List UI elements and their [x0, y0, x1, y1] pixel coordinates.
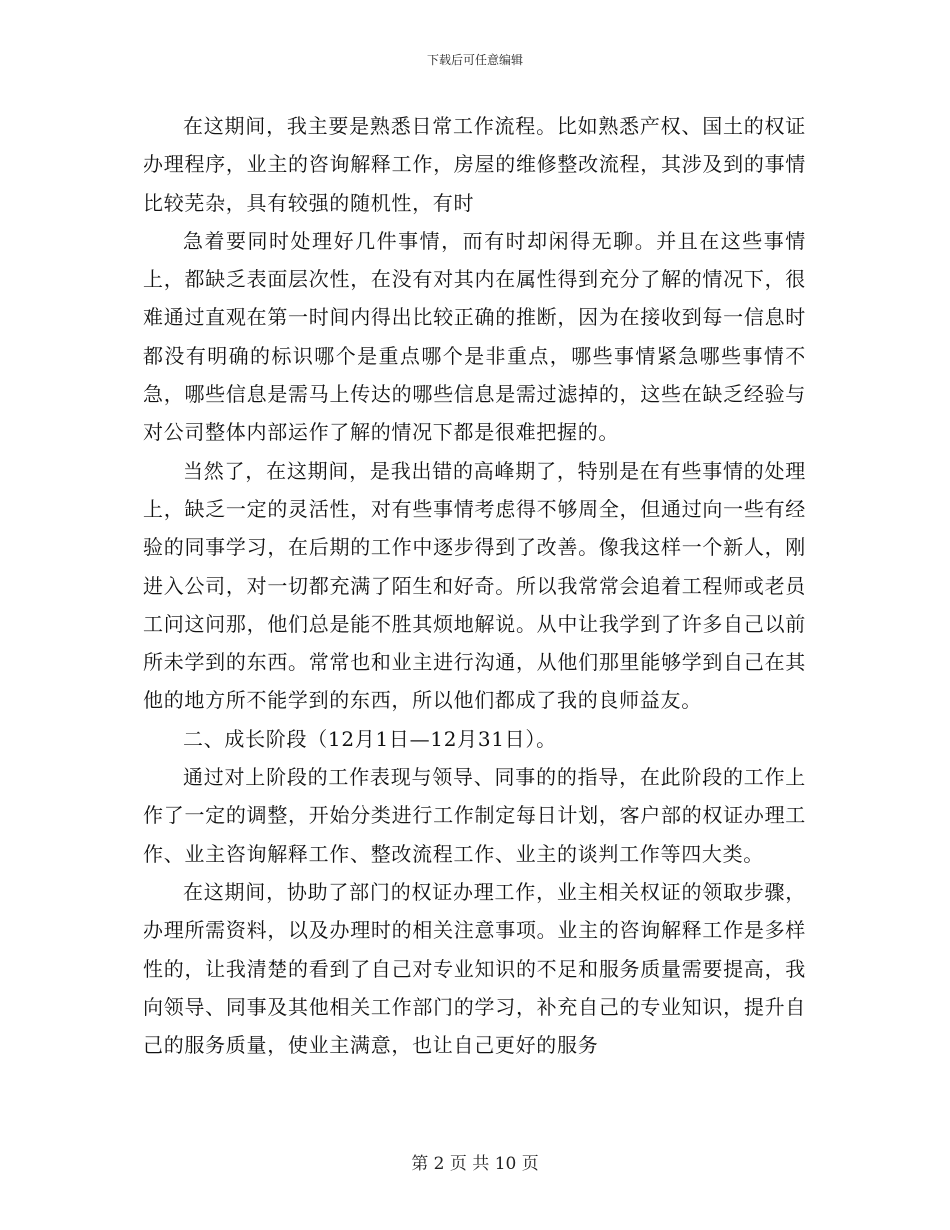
document-body [143, 107, 806, 1064]
paragraph: 在这期间，协助了部门的权证办理工作，业主相关权证的领取步骤，办理所需资料，以及办理时的相关注意事项。业主的咨询解释工作是多样性的，让我清楚的看到了自己对专业知识的不足和服务质量需要提高，我向领导、同事及其他相关工作部门的学习，补充自己的专业知识，提升自己的服务质量，使业主满意，也让自己更好的服务 [143, 879, 806, 1058]
paragraph: 通过对上阶段的工作表现与领导、同事的的指导，在此阶段的工作上作了一定的调整，开始分类进行工作制定每日计划，客户部的权证办理工作、业主咨询解释工作、整改流程工作、业主的谈判工作等四大类。 [143, 765, 806, 866]
paragraph: 在这期间，我主要是熟悉日常工作流程。比如熟悉产权、国土的权证办理程序，业主的咨询解释工作，房屋的维修整改流程，其涉及到的事情比较芜杂，具有较强的随机性，有时 [143, 114, 806, 215]
page-header: 下载后可任意编辑 [426, 53, 523, 67]
section-heading: 二、成长阶段（12月1日—12月31日）。 [183, 726, 557, 751]
paragraph: 当然了，在这期间，是我出错的高峰期了，特别是在有些事情的处理上，缺乏一定的灵活性，对有些事情考虑得不够周全，但通过向一些有经验的同事学习，在后期的工作中逐步得到了改善。像我这样一个新人，刚进入公司，对一切都充满了陌生和好奇。所以我常常会追着工程师或老员工问这问那，他们总是能不胜其烦地解说。从中让我学到了许多自己以前所未学到的东西。常常也和业主进行沟通，从他们那里能够学到自己在其他的地方所不能学到的东西，所以他们都成了我的良师益友。 [143, 458, 806, 713]
page-footer: 第 2 页 共 10 页 [411, 1154, 539, 1174]
paragraph: 急着要同时处理好几件事情，而有时却闲得无聊。并且在这些事情上，都缺乏表面层次性，在没有对其内在属性得到充分了解的情况下，很难通过直观在第一时间内得出比较正确的推断，因为在接收到每一信息时都没有明确的标识哪个是重点哪个是非重点，哪些事情紧急哪些事情不急，哪些信息是需马上传达的哪些信息是需过滤掉的，这些在缺乏经验与对公司整体内部运作了解的情况下都是很难把握的。 [143, 228, 806, 445]
